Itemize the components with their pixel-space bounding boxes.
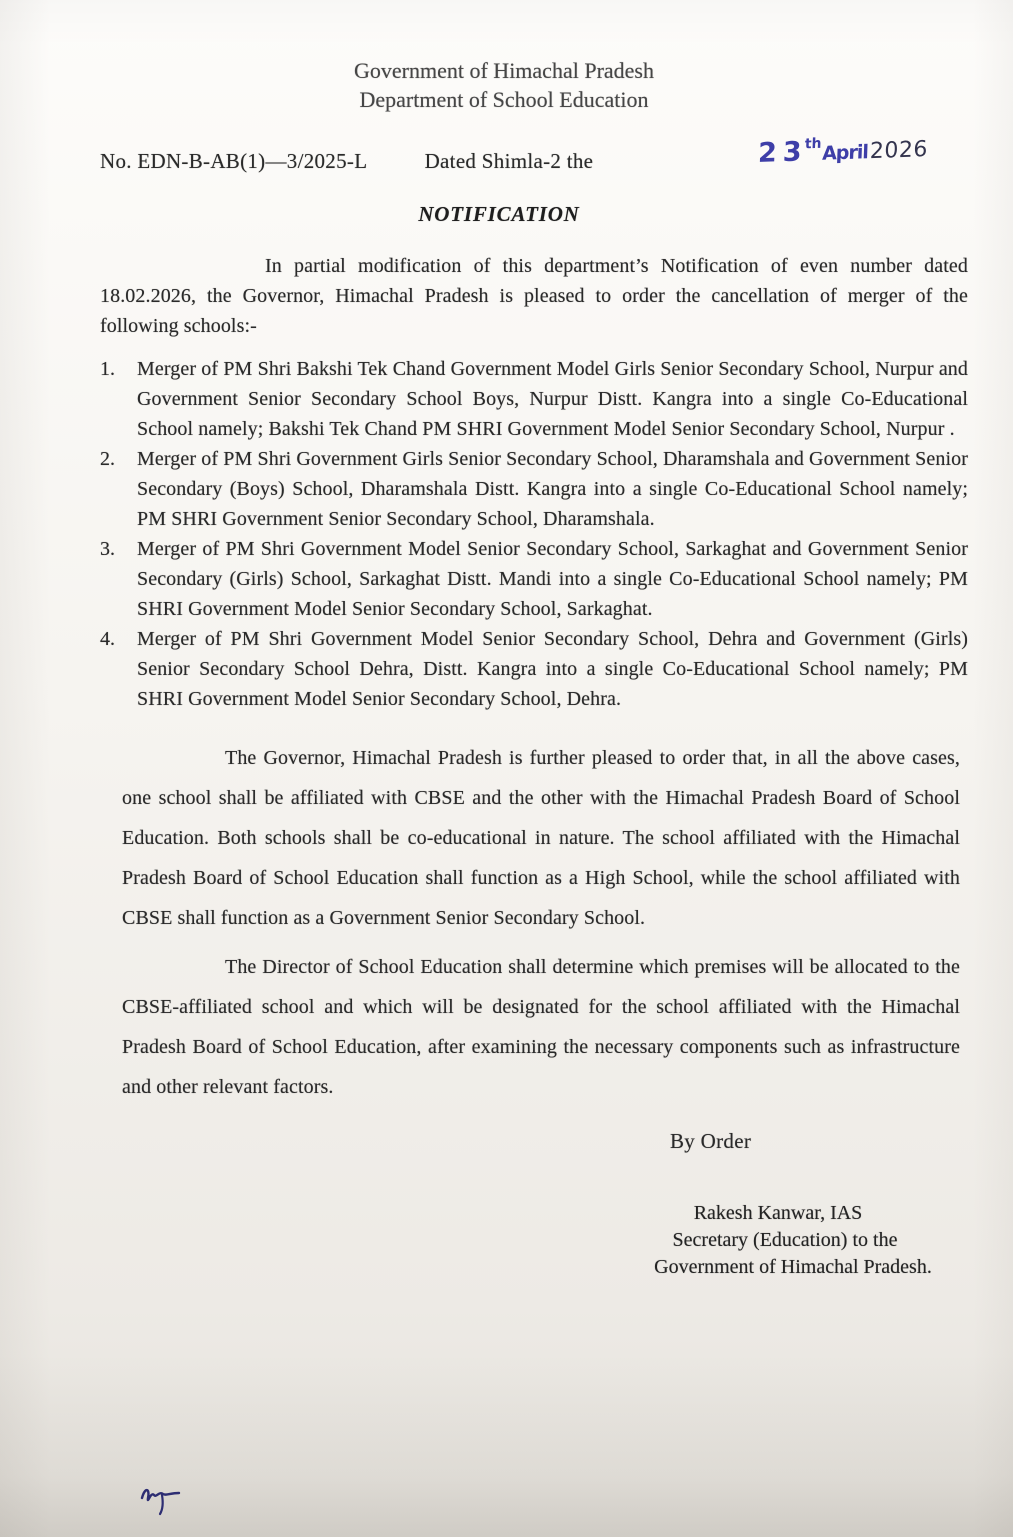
- list-item-text: Merger of PM Shri Bakshi Tek Chand Government Model Girls Senior Secondary School, Nurpur and Government Senior Secondary School Boys, Nurpur Distt. Kangra into a single Co-Educational School namely; Bakshi Tek Chand PM SHRI Government Model Senior Secondary School, Nurpur .: [137, 358, 968, 440]
- handwritten-ordinal: th: [804, 135, 822, 153]
- notification-title: NOTIFICATION: [418, 202, 580, 226]
- premises-paragraph: The Director of School Education shall determine which premises will be allocated to the CBSE-affiliated school and which will be designated for the school affiliated with the Himachal Pradesh Board of School Education, after examining the necessary components such as infrastructure and other relevant factors.: [122, 956, 960, 1098]
- org-name: Government of Himachal Pradesh: [354, 58, 654, 83]
- intro-paragraph: In partial modification of this department’s Notification of even number dated 18.02.2026, the Governor, Himachal Pradesh is pleased to order the cancellation of merger of the following schools:-: [100, 255, 968, 337]
- list-item-text: Merger of PM Shri Government Model Senior Secondary School, Sarkaghat and Government Senior Secondary (Girls) School, Sarkaghat Distt. Mandi into a single Co-Educational School namely; PM SHRI Government Model Senior Secondary School, Sarkaghat.: [137, 538, 968, 620]
- signatory-org: Government of Himachal Pradesh.: [654, 1256, 932, 1278]
- merger-list: [100, 354, 968, 714]
- list-item-number: 2.: [100, 448, 115, 470]
- by-order-label: By Order: [670, 1129, 752, 1153]
- reference-line: [100, 135, 968, 176]
- reference-number: No. EDN-B-AB(1)—3/2025-L: [100, 149, 368, 173]
- list-item: [100, 354, 968, 444]
- list-item-text: Merger of PM Shri Government Model Senior Secondary School, Dehra and Government (Girls) Senior Secondary School Dehra, Distt. Kangra into a single Co-Educational School namely; PM SHRI Government Model Senior Secondary School, Dehra.: [137, 628, 968, 710]
- letterhead: [100, 56, 908, 114]
- handwritten-day: 23: [757, 136, 809, 169]
- handwritten-year: 2026: [869, 137, 929, 165]
- dept-name: Department of School Education: [359, 87, 649, 112]
- list-item-number: 4.: [100, 628, 115, 650]
- handwritten-date: [757, 129, 928, 171]
- signature-block: [608, 1200, 948, 1281]
- handwritten-month: April: [821, 141, 869, 165]
- list-item: [100, 444, 968, 534]
- dated-label: Dated Shimla-2 the: [424, 149, 594, 173]
- ink-scribble-icon: [138, 1478, 190, 1520]
- list-item-number: 1.: [100, 358, 115, 380]
- list-item: [100, 534, 968, 624]
- affiliation-paragraph: The Governor, Himachal Pradesh is further pleased to order that, in all the above cases, one school shall be affiliated with CBSE and the other with the Himachal Pradesh Board of School Education. Both schools shall be co-educational in nature. The school affiliated with the Himachal Pradesh Board of School Education shall function as a High School, while the school affiliated with CBSE shall function as a Government Senior Secondary School.: [122, 747, 960, 929]
- list-item-number: 3.: [100, 538, 115, 560]
- signatory-name: Rakesh Kanwar, IAS: [693, 1202, 863, 1224]
- signatory-title: Secretary (Education) to the: [672, 1229, 898, 1251]
- list-item: [100, 624, 968, 714]
- list-item-text: Merger of PM Shri Government Girls Senior Secondary School, Dharamshala and Government Senior Secondary (Boys) School, Dharamshala Distt. Kangra into a single Co-Educational School namely; PM SHRI Government Senior Secondary School, Dharamshala.: [137, 448, 968, 530]
